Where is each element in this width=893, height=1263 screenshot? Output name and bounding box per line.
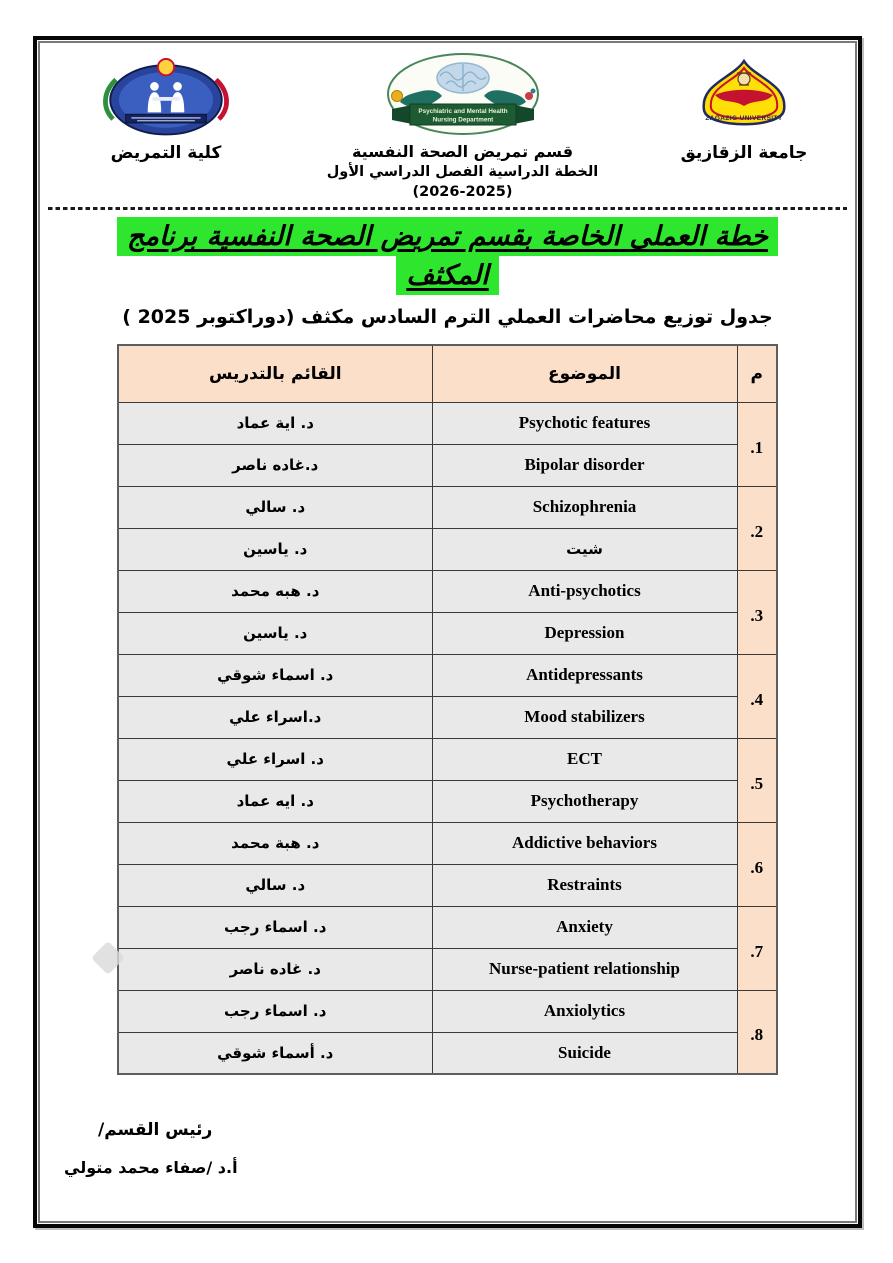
schedule-table-body <box>118 402 777 1074</box>
topic-cell: Bipolar disorder <box>432 444 737 486</box>
row-number-cell: .2 <box>737 486 777 570</box>
row-number-cell: .7 <box>737 906 777 990</box>
main-title <box>40 217 855 295</box>
column-header-teacher: القائم بالتدريس <box>118 345 432 402</box>
topic-cell: Psychotherapy <box>432 780 737 822</box>
department-logo-text-line2: Nursing Department <box>432 116 493 124</box>
topic-cell: Suicide <box>432 1032 737 1074</box>
teacher-cell: د. غاده ناصر <box>118 948 432 990</box>
department-head-name: أ.د /صفاء محمد متولي <box>64 1158 238 1177</box>
row-number-cell: .5 <box>737 738 777 822</box>
table-row <box>118 570 777 612</box>
topic-cell: Mood stabilizers <box>432 696 737 738</box>
dashed-separator <box>48 207 847 210</box>
table-row <box>118 906 777 948</box>
faculty-header-block <box>66 56 266 164</box>
schedule-subtitle: جدول توزيع محاضرات العملي الترم السادس مكثف (دوراكتوبر 2025 ) <box>122 306 773 328</box>
department-logo-text-line1: Psychiatric and Mental Health <box>417 108 508 115</box>
table-row <box>118 654 777 696</box>
faculty-label: كلية التمريض <box>110 143 222 163</box>
topic-cell: ECT <box>432 738 737 780</box>
topic-cell: Depression <box>432 612 737 654</box>
teacher-cell: د. اسماء شوقي <box>118 654 432 696</box>
schedule-table <box>117 344 778 1075</box>
teacher-cell: د. سالي <box>118 864 432 906</box>
topic-cell: Psychotic features <box>432 402 737 444</box>
row-number-cell: .6 <box>737 822 777 906</box>
table-row <box>118 738 777 780</box>
signature-block <box>40 1117 855 1180</box>
table-row <box>118 1032 777 1074</box>
teacher-cell: د. ايه عماد <box>118 780 432 822</box>
teacher-cell: د. اسماء رجب <box>118 906 432 948</box>
teacher-cell: د. ياسين <box>118 528 432 570</box>
university-logo-box <box>685 56 803 136</box>
table-row <box>118 696 777 738</box>
topic-cell: Schizophrenia <box>432 486 737 528</box>
row-number-cell: .1 <box>737 402 777 486</box>
teacher-cell: د. ياسين <box>118 612 432 654</box>
nursing-faculty-logo-icon <box>91 56 241 136</box>
document-header <box>40 43 855 202</box>
table-row <box>118 990 777 1032</box>
university-logo-text: ZAGAZIG UNIVERSITY <box>705 115 783 122</box>
zagazig-university-logo-icon <box>685 58 803 136</box>
topic-cell: Anxiolytics <box>432 990 737 1032</box>
table-row <box>118 948 777 990</box>
table-row <box>118 612 777 654</box>
table-row <box>118 402 777 444</box>
table-row <box>118 864 777 906</box>
main-title-line2: المكثف <box>396 256 498 295</box>
university-label: جامعة الزقازيق <box>680 143 808 163</box>
page-border-frame <box>33 36 862 1228</box>
table-row <box>118 486 777 528</box>
row-number-cell: .8 <box>737 990 777 1074</box>
topic-cell: Addictive behaviors <box>432 822 737 864</box>
study-plan-label: الخطة الدراسية الفصل الدراسي الأول (2025-2026) <box>326 164 599 200</box>
teacher-cell: د.غاده ناصر <box>118 444 432 486</box>
department-label: قسم تمريض الصحة النفسية <box>351 142 574 161</box>
table-row <box>118 528 777 570</box>
teacher-cell: د.اسراء علي <box>118 696 432 738</box>
teacher-cell: د. اسماء رجب <box>118 990 432 1032</box>
column-header-number: م <box>737 345 777 402</box>
table-row <box>118 780 777 822</box>
department-logo-box <box>384 56 542 136</box>
table-row <box>118 444 777 486</box>
row-number-cell: .4 <box>737 654 777 738</box>
main-title-line1: خطة العملى الخاصة بقسم تمريض الصحة النفسية برنامج <box>117 217 778 256</box>
column-header-topic: الموضوع <box>432 345 737 402</box>
faculty-logo-box <box>91 56 241 136</box>
teacher-cell: د. سالي <box>118 486 432 528</box>
topic-cell: Antidepressants <box>432 654 737 696</box>
page-content <box>38 41 857 1223</box>
teacher-cell: د. هبة محمد <box>118 822 432 864</box>
psychiatric-department-logo-icon <box>384 52 542 136</box>
row-number-cell: .3 <box>737 570 777 654</box>
table-header-row <box>118 345 777 402</box>
teacher-cell: د. اسراء علي <box>118 738 432 780</box>
table-row <box>118 822 777 864</box>
topic-cell: Anti-psychotics <box>432 570 737 612</box>
department-head-title: رئيس القسم/ <box>98 1120 213 1140</box>
sun-icon <box>158 59 174 75</box>
department-header-block <box>303 56 623 202</box>
pharaoh-head-icon <box>738 73 750 85</box>
topic-cell: شيت <box>432 528 737 570</box>
topic-cell: Nurse-patient relationship <box>432 948 737 990</box>
teacher-cell: د. هبه محمد <box>118 570 432 612</box>
topic-cell: Restraints <box>432 864 737 906</box>
teacher-cell: د. أسماء شوقي <box>118 1032 432 1074</box>
teacher-cell: د. اية عماد <box>118 402 432 444</box>
topic-cell: Anxiety <box>432 906 737 948</box>
university-header-block <box>659 56 829 164</box>
